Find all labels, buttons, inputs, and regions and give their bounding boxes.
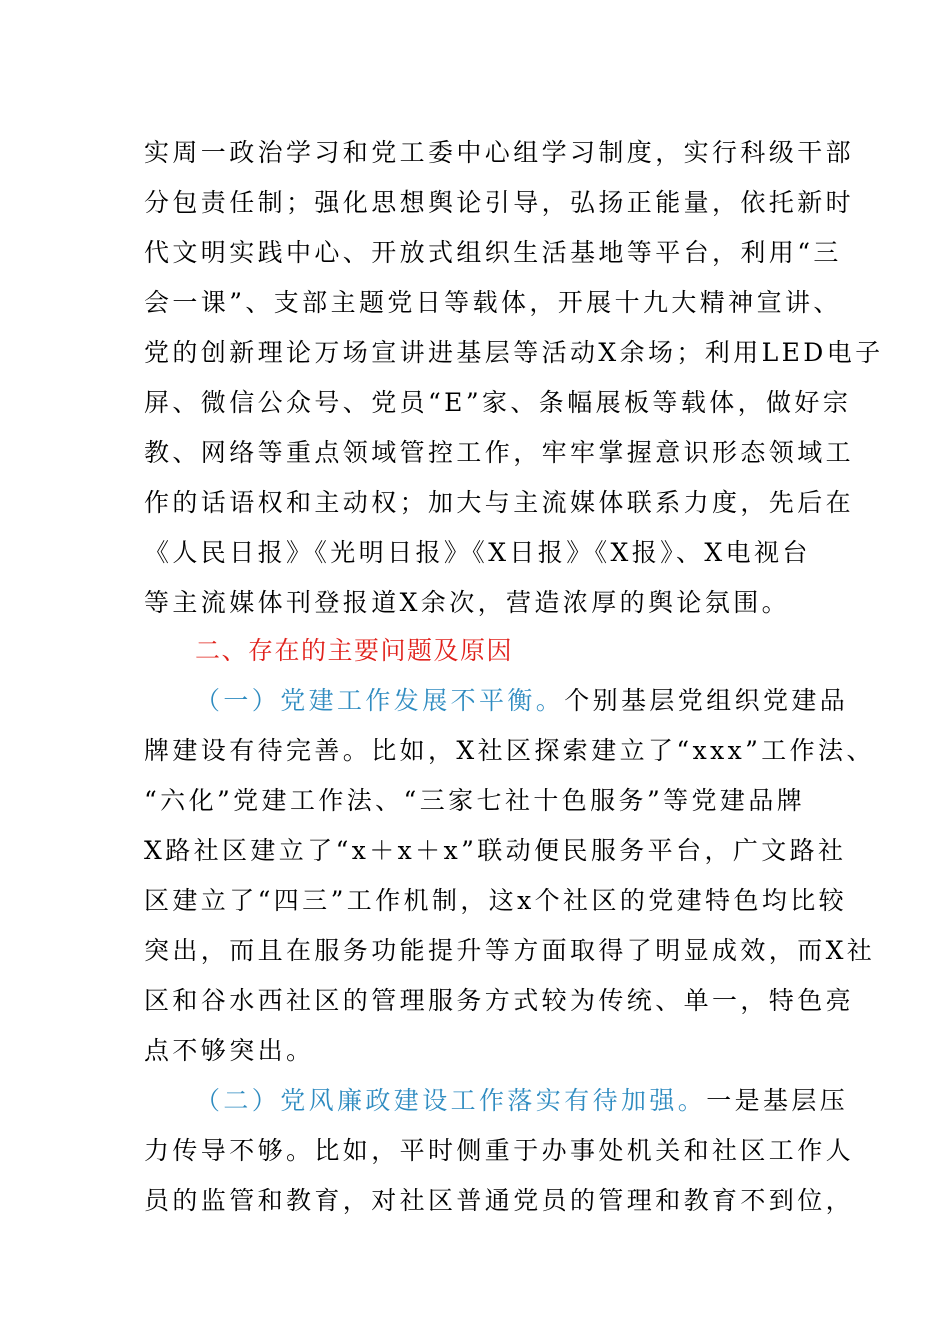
paragraph-line: 会一课”、支部主题党日等载体，开展十九大精神宣讲、 [144,288,842,317]
paragraph-line: 《人民日报》《光明日报》《X日报》《X报》、X电视台 [144,538,811,567]
paragraph-line: 牌建设有待完善。比如，X社区探索建立了“xxx”工作法、 [144,736,875,765]
paragraph-line: 突出，而且在服务功能提升等方面取得了明显成效，而X社 [144,936,876,965]
item-heading: （二）党风廉政建设工作落实有待加强。 [195,1086,707,1115]
paragraph-line: 实周一政治学习和党工委中心组学习制度，实行科级干部 [144,138,855,167]
item-text: 个别基层党组织党建品 [564,686,849,715]
paragraph-line: 代文明实践中心、开放式组织生活基地等平台，利用“三 [144,238,842,267]
paragraph-line: 作的话语权和主动权；加大与主流媒体联系力度，先后在 [144,488,855,517]
paragraph-line: 屏、微信公众号、党员“E”家、条幅展板等载体，做好宗 [144,388,852,417]
item-first-line [195,1086,848,1116]
section-heading: 二、存在的主要问题及原因 [195,636,514,665]
paragraph-line: 分包责任制；强化思想舆论引导，弘扬正能量，依托新时 [144,188,855,217]
paragraph-line: 等主流媒体刊登报道X余次，营造浓厚的舆论氛围。 [144,588,790,617]
paragraph-line: 力传导不够。比如，平时侧重于办事处机关和社区工作人 [144,1136,855,1165]
paragraph-line: X路社区建立了“x＋x＋x”联动便民服务平台，广文路社 [144,836,847,865]
paragraph-line: 区和谷水西社区的管理服务方式较为传统、单一，特色亮 [144,986,855,1015]
paragraph-line: 区建立了“四三”工作机制，这x个社区的党建特色均比较 [144,886,848,915]
item-heading: （一）党建工作发展不平衡。 [195,686,565,715]
paragraph-line: 教、网络等重点领域管控工作，牢牢掌握意识形态领域工 [144,438,855,467]
paragraph-line: 党的创新理论万场宣讲进基层等活动X余场；利用LED电子 [144,338,884,367]
paragraph-line: “六化”党建工作法、“三家七社十色服务”等党建品牌 [144,786,806,815]
item-first-line [195,686,848,716]
paragraph-line: 员的监管和教育，对社区普通党员的管理和教育不到位， [144,1186,855,1215]
paragraph-line: 点不够突出。 [144,1036,315,1065]
item-text: 一是基层压 [706,1086,849,1115]
